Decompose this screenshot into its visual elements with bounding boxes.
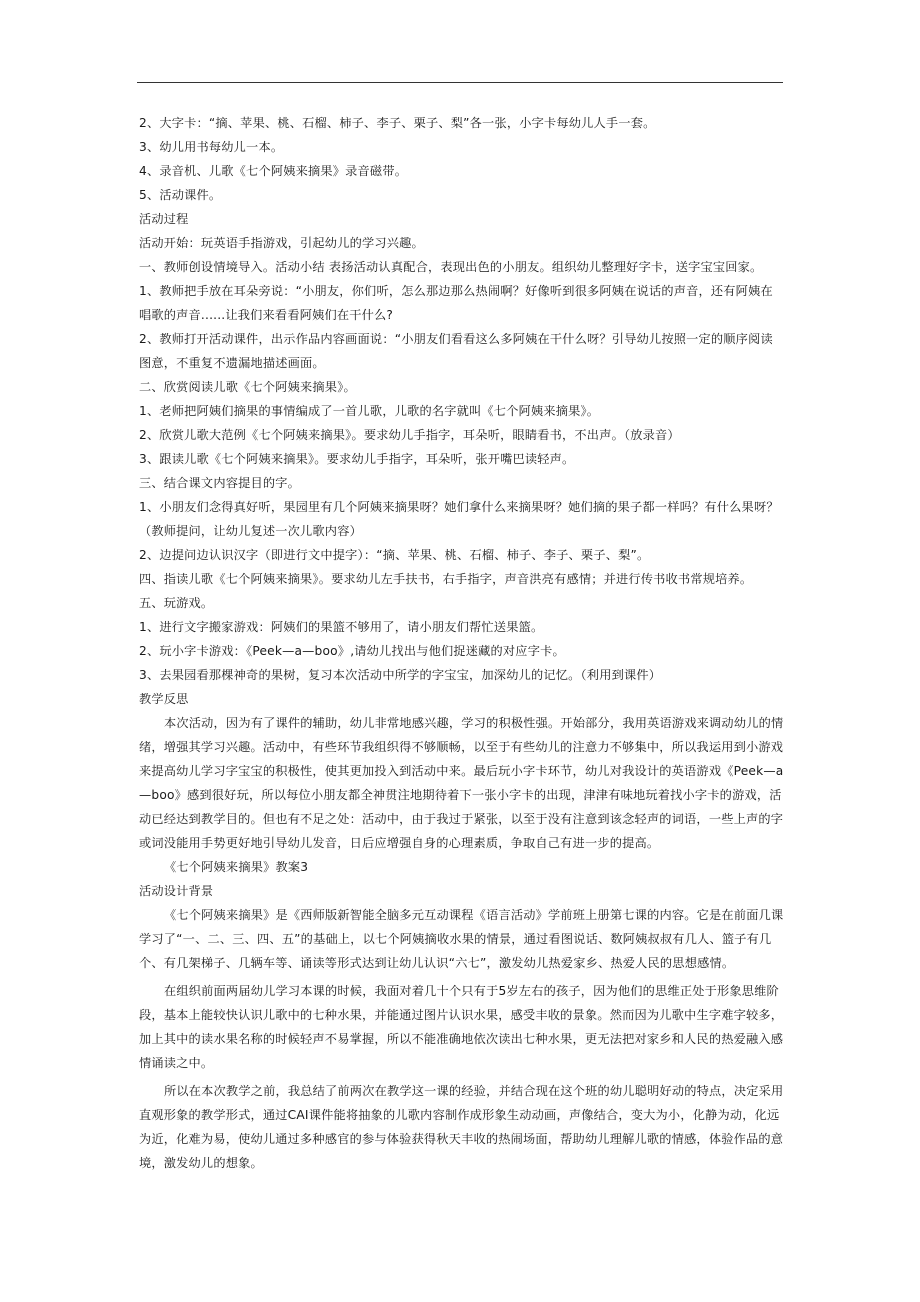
paragraph: 1、老师把阿姨们摘果的事情编成了一首儿歌，儿歌的名字就叫《七个阿姨来摘果》。 — [139, 404, 600, 418]
paragraph: 2、玩小字卡游戏：《Peek—a—boo》,请幼儿找出与他们捉迷藏的对应字卡。 — [139, 644, 565, 658]
paragraph: 2、教师打开活动课件，出示作品内容画面说：“小朋友们看看这么多阿姨在干什么呀？引导幼儿按照一定的顺序阅读图意，不重复不遗漏地描述画面。 — [139, 332, 773, 370]
document-body — [139, 111, 784, 1175]
paragraph: 五、玩游戏。 — [139, 596, 214, 610]
paragraph: 2、边提问边认识汉字（即进行文中提字）：“摘、苹果、桃、石榴、柿子、李子、栗子、梨”。 — [139, 548, 650, 562]
paragraph: 1、教师把手放在耳朵旁说：“小朋友，你们听，怎么那边那么热闹啊？好像听到很多阿姨在说话的声音，还有阿姨在唱歌的声音......让我们来看看阿姨们在干什么? — [139, 284, 773, 322]
section-heading: 《七个阿姨来摘果》教案3 — [164, 860, 309, 874]
paragraph: 本次活动，因为有了课件的辅助，幼儿非常地感兴趣，学习的积极性强。开始部分，我用英语游戏来调动幼儿的情绪，增强其学习兴趣。活动中，有些环节我组织得不够顺畅，以至于有些幼儿的注意力不够集中，所以我运用到小游戏来提高幼儿学习字宝宝的积极性，使其更加投入到活动中来。最后玩小字卡环节，幼儿对我设计的英语游戏《Peek—a—boo》感到很好玩，所以每位小朋友都全神贯注地期待着下一张小字卡的出现，津津有味地玩着找小字卡的游戏，活动已经达到教学目的。但也有不足之处：活动中，由于我过于紧张，以至于没有注意到该念轻声的词语，一些上声的字或词没能用手势更好地引导幼儿发音，日后应增强自身的心理素质，争取自己有进一步的提高。 — [139, 716, 784, 850]
paragraph: 二、欣赏阅读儿歌《七个阿姨来摘果》。 — [139, 380, 356, 394]
paragraph: 四、指读儿歌《七个阿姨来摘果》。要求幼儿左手扶书，右手指字，声音洪亮有感情；并进行传书收书常规培养。 — [139, 572, 753, 586]
paragraph: 1、进行文字搬家游戏：阿姨们的果篮不够用了，请小朋友们帮忙送果篮。 — [139, 620, 544, 634]
paragraph: 3、跟读儿歌《七个阿姨来摘果》。要求幼儿手指字，耳朵听，张开嘴巴读轻声。 — [139, 452, 575, 466]
paragraph: 2、欣赏儿歌大范例《七个阿姨来摘果》。要求幼儿手指字，耳朵听，眼睛看书，不出声。（放录音） — [139, 428, 680, 442]
paragraph: 活动开始：玩英语手指游戏，引起幼儿的学习兴趣。 — [139, 236, 424, 250]
paragraph: 在组织前面两届幼儿学习本课的时候，我面对着几十个只有于5岁左右的孩子，因为他们的思维正处于形象思维阶段，基本上能较快认识儿歌中的七种水果，并能通过图片认识水果，感受丰收的景象。然而因为儿歌中生字难字较多，加上其中的读水果名称的时候轻声不易掌握，所以不能准确地依次读出七种水果，更无法把对家乡和人民的热爱融入感情诵读之中。 — [139, 984, 784, 1070]
paragraph: 一、教师创设情境导入。活动小结 表扬活动认真配合，表现出色的小朋友。组织幼儿整理好字卡，送字宝宝回家。 — [139, 260, 763, 274]
paragraph: 4、录音机、儿歌《七个阿姨来摘果》录音磁带。 — [139, 164, 408, 178]
paragraph: 5、活动课件。 — [139, 188, 222, 202]
section-heading: 活动过程 — [139, 212, 189, 226]
paragraph: 所以在本次教学之前，我总结了前两次在教学这一课的经验，并结合现在这个班的幼儿聪明好动的特点，决定采用直观形象的教学形式，通过CAI课件能将抽象的儿歌内容制作成形象生动动画，声像结合，变大为小，化静为动，化远为近，化难为易，使幼儿通过多种感官的参与体验获得秋天丰收的热闹场面，帮助幼儿理解儿歌的情感，体验作品的意境，激发幼儿的想象。 — [139, 1084, 784, 1170]
paragraph: 1、小朋友们念得真好听，果园里有几个阿姨来摘果呀？她们拿什么来摘果呀？她们摘的果子都一样吗？有什么果呀？（教师提问，让幼儿复述一次儿歌内容） — [139, 500, 779, 538]
header-divider — [137, 82, 783, 83]
section-heading: 教学反思 — [139, 692, 189, 706]
paragraph: 3、幼儿用书每幼儿一本。 — [139, 140, 284, 154]
paragraph: 2、大字卡：“摘、苹果、桃、石榴、柿子、李子、栗子、梨”各一张，小字卡每幼儿人手一套。 — [139, 116, 656, 130]
paragraph: 《七个阿姨来摘果》是《西师版新智能全脑多元互动课程《语言活动》学前班上册第七课的内容。它是在前面几课学习了“一、二、三、四、五”的基础上，以七个阿姨摘收水果的情景，通过看图说话、数阿姨叔叔有几人、篮子有几个、有几架梯子、几辆车等、诵读等形式达到让幼儿认识“六七”，激发幼儿热爱家乡、热爱人民的思想感情。 — [139, 908, 784, 970]
section-heading: 活动设计背景 — [139, 884, 214, 898]
paragraph: 三、结合课文内容提目的字。 — [139, 476, 301, 490]
paragraph: 3、去果园看那棵神奇的果树，复习本次活动中所学的字宝宝，加深幼儿的记忆。（利用到课件） — [139, 668, 662, 682]
